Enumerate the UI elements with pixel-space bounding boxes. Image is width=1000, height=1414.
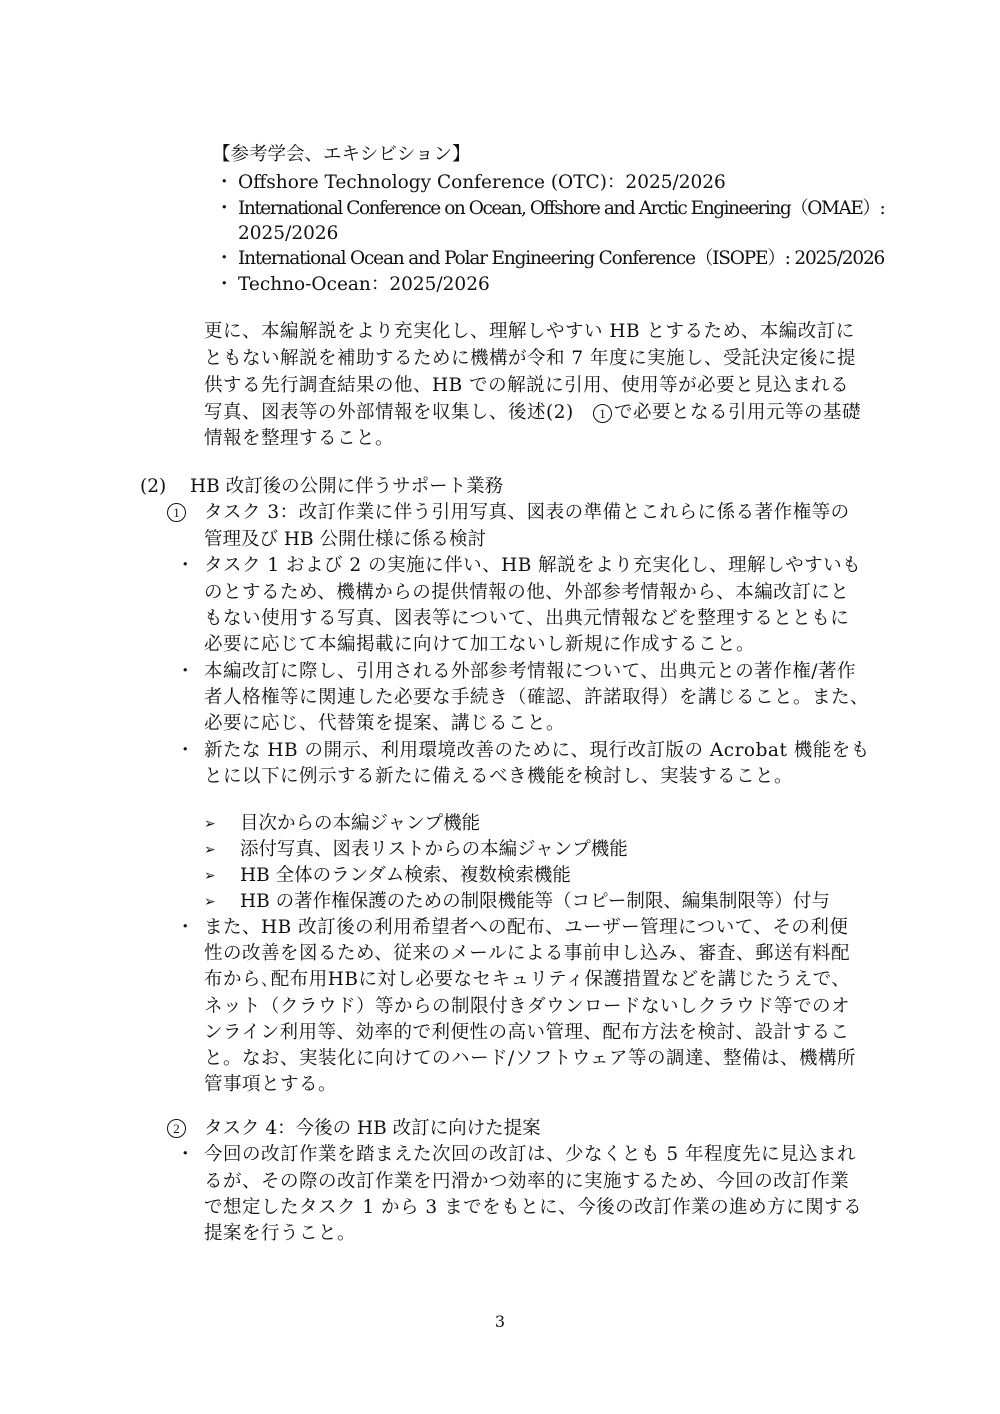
circled-number-2: 2 — [167, 1119, 186, 1138]
bullet-line: また、HB 改訂後の利用希望者への配布、ユーザー管理について、その利便 — [204, 917, 849, 938]
bullet: ・ — [176, 555, 195, 576]
bullet-line: と。なお、実装化に向けてのハード/ソフトウェア等の調達、整備は、機構所 — [204, 1048, 856, 1069]
ref-item-continued: 2025/2026 — [238, 223, 339, 244]
arrow-bullet-icon: ➢ — [204, 868, 216, 884]
paragraph-line: ともない解説を補助するために機構が令和 7 年度に実施し、受託決定後に提 — [204, 348, 857, 369]
bullet-line: 今回の改訂作業を踏まえた次回の改訂は、少なくとも 5 年程度先に見込まれ — [204, 1144, 857, 1165]
bullet: ・ — [215, 274, 234, 295]
arrow-bullet-icon: ➢ — [204, 842, 216, 858]
circled-number-1: 1 — [167, 503, 186, 522]
bullet-line: 管事項とする。 — [204, 1074, 338, 1095]
bullet: ・ — [215, 248, 234, 269]
arrow-bullet-icon: ➢ — [204, 816, 216, 832]
ref-item: Techno-Ocean：2025/2026 — [238, 274, 490, 295]
bullet-line: 新たな HB の開示、利用環境改善のために、現行改訂版の Acrobat 機能をも — [204, 740, 870, 761]
bullet: ・ — [176, 1144, 195, 1165]
bullet-line: 性の改善を図るため、従来のメールによる事前申し込み、審査、郵送有料配 — [204, 943, 851, 964]
bullet-line: 必要に応じ、代替策を提案、講じること。 — [204, 713, 566, 734]
bullet-line: タスク 1 および 2 の実施に伴い、HB 解説をより充実化し、理解しやすいも — [204, 555, 862, 576]
section-title: HB 改訂後の公開に伴うサポート業務 — [190, 476, 504, 497]
paragraph-line: で必要となる引用元等の基礎 — [614, 402, 862, 423]
page-number: 3 — [494, 1312, 506, 1331]
paragraph-line: 情報を整理すること。 — [204, 428, 395, 449]
arrow-item: HB の著作権保護のための制限機能等（コピー制限、編集制限等）付与 — [240, 891, 830, 912]
bullet-line: ネット（クラウド）等からの制限付きダウンロードないしクラウド等でのオ — [204, 996, 851, 1017]
ref-item: International Conference on Ocean, Offshore and Arctic Engineering（OMAE）: — [238, 198, 885, 219]
bullet-line: のとするため、機構からの提供情報の他、外部参考情報から、本編改訂にと — [204, 582, 850, 603]
bullet-line: るが、その際の改訂作業を円滑かつ効率的に実施するため、今回の改訂作業 — [204, 1171, 850, 1192]
task-title: タスク 3：改訂作業に伴う引用写真、図表の準備とこれらに係る著作権等の — [204, 502, 850, 523]
arrow-item: 目次からの本編ジャンプ機能 — [240, 813, 481, 834]
bullet-line: とに以下に例示する新たに備えるべき機能を検討し、実装すること。 — [204, 766, 794, 787]
arrow-bullet-icon: ➢ — [204, 894, 216, 910]
bullet-line: 者人格権等に関連した必要な手続き（確認、許諾取得）を講じること。また、 — [204, 687, 870, 708]
paragraph-line: 供する先行調査結果の他、HB での解説に引用、使用等が必要と見込まれる — [204, 375, 850, 396]
paragraph-line: 写真、図表等の外部情報を収集し、後述(2) — [204, 402, 574, 423]
ref-section-title: 【参考学会、エキシビション】 — [212, 144, 471, 165]
arrow-item: HB 全体のランダム検索、複数検索機能 — [240, 865, 571, 886]
bullet-line: で想定したタスク 1 から 3 までをもとに、今後の改訂作業の進め方に関する — [204, 1197, 863, 1218]
bullet: ・ — [215, 198, 234, 219]
bullet: ・ — [215, 172, 234, 193]
bullet-line: 布から､配布用HBに対し必要なセキュリティ保護措置などを講じたうえで、 — [204, 969, 851, 990]
bullet: ・ — [176, 661, 195, 682]
arrow-item: 添付写真、図表リストからの本編ジャンプ機能 — [240, 839, 628, 860]
bullet: ・ — [176, 740, 195, 761]
bullet-line: 必要に応じて本編掲載に向けて加工ないし新規に作成すること。 — [204, 634, 756, 655]
ref-item: International Ocean and Polar Engineering Conference（ISOPE）: 2025/2026 — [238, 248, 885, 269]
bullet-line: 本編改訂に際し、引用される外部参考情報について、出典元との著作権/著作 — [204, 661, 856, 682]
paragraph-line: 更に、本編解説をより充実化し、理解しやすい HB とするため、本編改訂に — [204, 321, 855, 342]
task-title-continued: 管理及び HB 公開仕様に係る検討 — [204, 529, 486, 550]
bullet-line: もない使用する写真、図表等について、出典元情報などを整理するとともに — [204, 608, 850, 629]
bullet-line: ンライン利用等、効率的で利便性の高い管理、配布方法を検討、設計するこ — [204, 1022, 850, 1043]
bullet: ・ — [176, 917, 195, 938]
ref-item: Offshore Technology Conference (OTC)：2025/2026 — [238, 172, 726, 193]
circled-number-1: 1 — [593, 404, 612, 423]
section-number: (2) — [140, 476, 167, 497]
task-title: タスク 4：今後の HB 改訂に向けた提案 — [204, 1118, 541, 1139]
bullet-line: 提案を行うこと。 — [204, 1223, 357, 1244]
